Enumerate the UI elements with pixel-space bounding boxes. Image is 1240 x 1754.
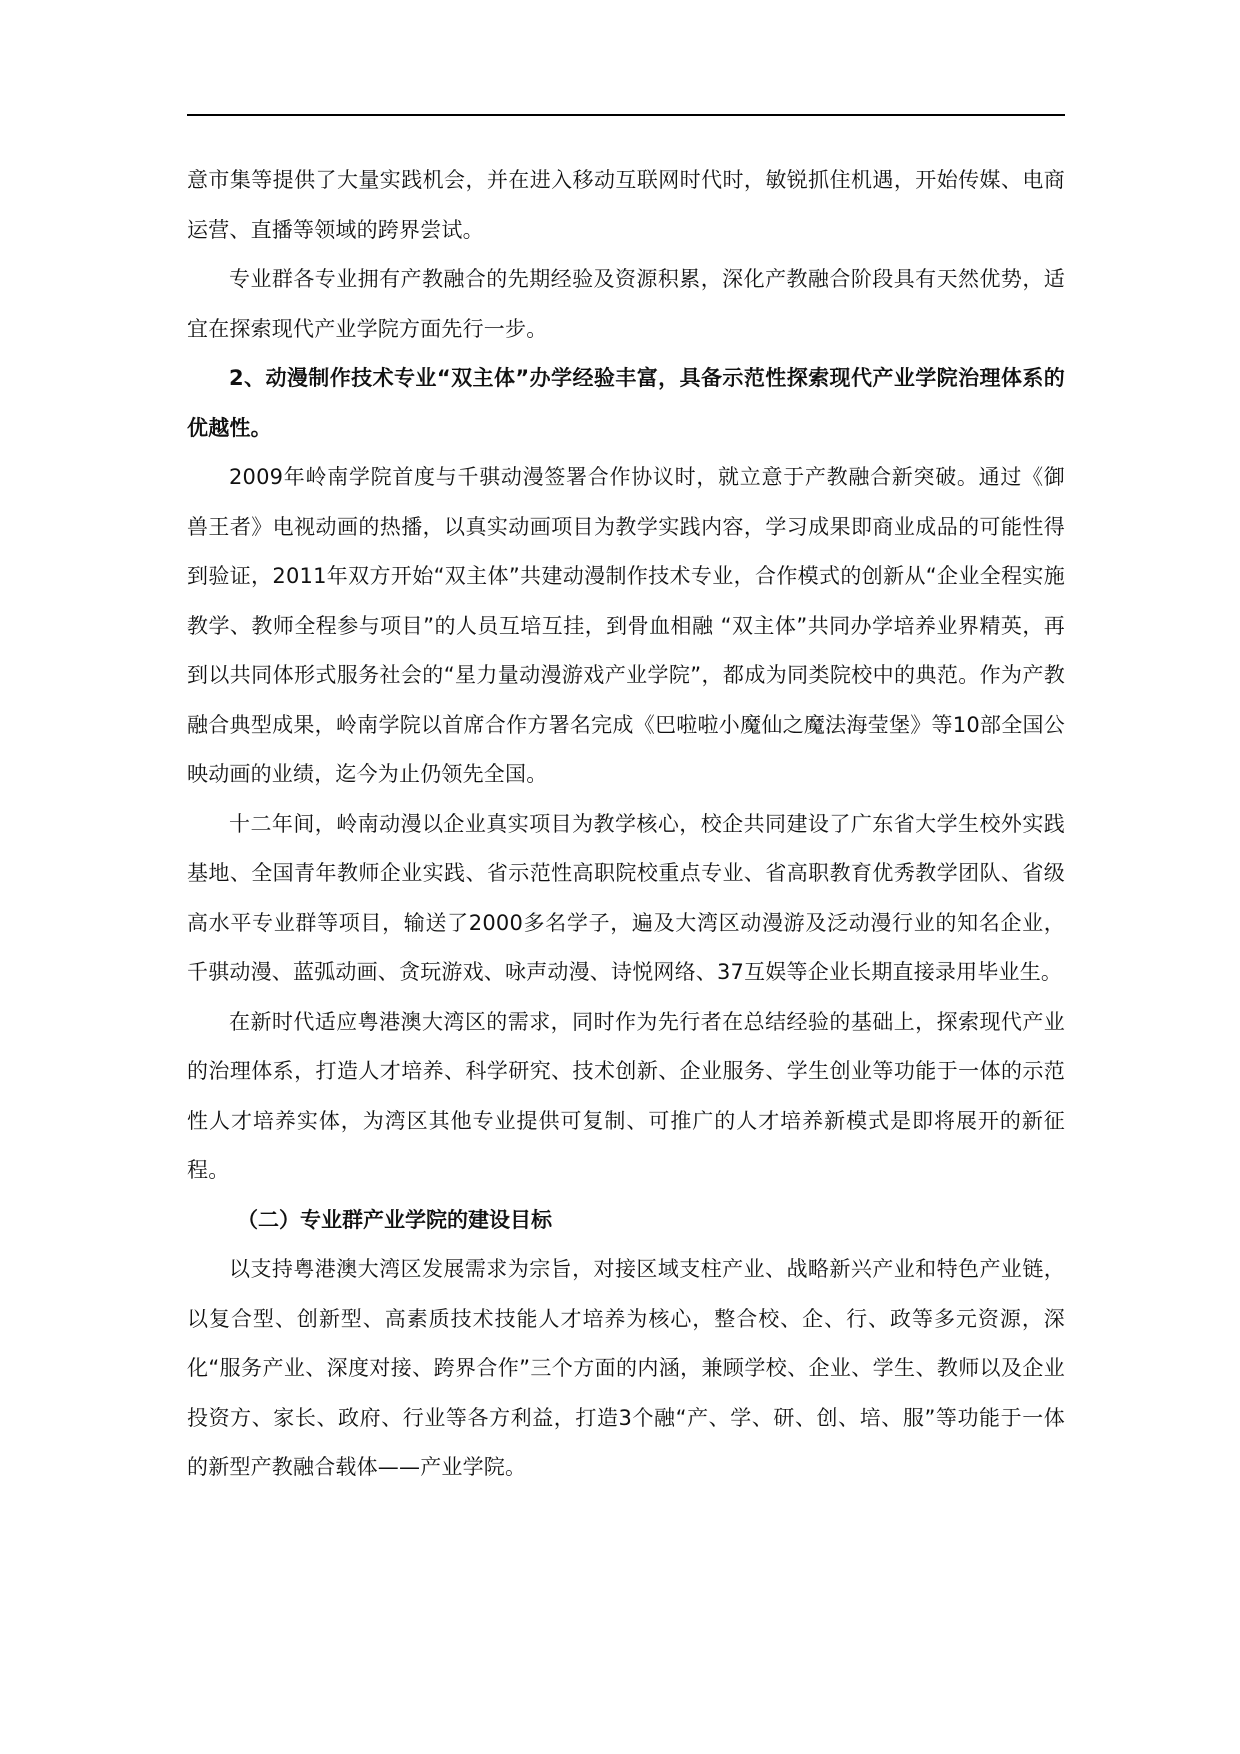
- section-heading-animation: 2、动漫制作技术专业“双主体”办学经验丰富，具备示范性探索现代产业学院治理体系的优越性。: [187, 366, 1065, 440]
- paragraph-advantage: 专业群各专业拥有产教融合的先期经验及资源积累，深化产教融合阶段具有天然优势，适宜在探索现代产业学院方面先行一步。: [187, 267, 1065, 341]
- section-heading-goals: （二）专业群产业学院的建设目标: [237, 1207, 552, 1232]
- paragraph-new-era: 在新时代适应粤港澳大湾区的需求，同时作为先行者在总结经验的基础上，探索现代产业的治理体系，打造人才培养、科学研究、技术创新、企业服务、学生创业等功能于一体的示范性人才培养实体，为湾区其他专业提供可复制、可推广的人才培养新模式是即将展开的新征程。: [187, 1009, 1065, 1182]
- document-body: [187, 156, 1065, 1493]
- header-rule: [187, 114, 1065, 116]
- paragraph-twelve-years: 十二年间，岭南动漫以企业真实项目为教学核心，校企共同建设了广东省大学生校外实践基地、全国青年教师企业实践、省示范性高职院校重点专业、省高职教育优秀教学团队、省级高水平专业群等项目，输送了2000多名学子，遍及大湾区动漫游及泛动漫行业的知名企业，千骐动漫、蓝弧动画、贪玩游戏、咏声动漫、诗悦网络、37互娱等企业长期直接录用毕业生。: [187, 811, 1065, 984]
- paragraph-continuation: 意市集等提供了大量实践机会，并在进入移动互联网时代时，敏锐抓住机遇，开始传媒、电商运营、直播等领域的跨界尝试。: [187, 168, 1065, 242]
- paragraph-history: 2009年岭南学院首度与千骐动漫签署合作协议时，就立意于产教融合新突破。通过《御兽王者》电视动画的热播，以真实动画项目为教学实践内容，学习成果即商业成品的可能性得到验证，2011年双方开始“双主体”共建动漫制作技术专业，合作模式的创新从“企业全程实施教学、教师全程参与项目”的人员互培互挂，到骨血相融 “双主体”共同办学培养业界精英，再到以共同体形式服务社会的“星力量动漫游戏产业学院”，都成为同类院校中的典范。作为产教融合典型成果，岭南学院以首席合作方署名完成《巴啦啦小魔仙之魔法海莹堡》等10部全国公映动画的业绩，迄今为止仍领先全国。: [187, 465, 1065, 786]
- paragraph-goals: 以支持粤港澳大湾区发展需求为宗旨，对接区域支柱产业、战略新兴产业和特色产业链，以复合型、创新型、高素质技术技能人才培养为核心，整合校、企、行、政等多元资源，深化“服务产业、深度对接、跨界合作”三个方面的内涵，兼顾学校、企业、学生、教师以及企业投资方、家长、政府、行业等各方利益，打造3个融“产、学、研、创、培、服”等功能于一体的新型产教融合载体——产业学院。: [187, 1257, 1065, 1479]
